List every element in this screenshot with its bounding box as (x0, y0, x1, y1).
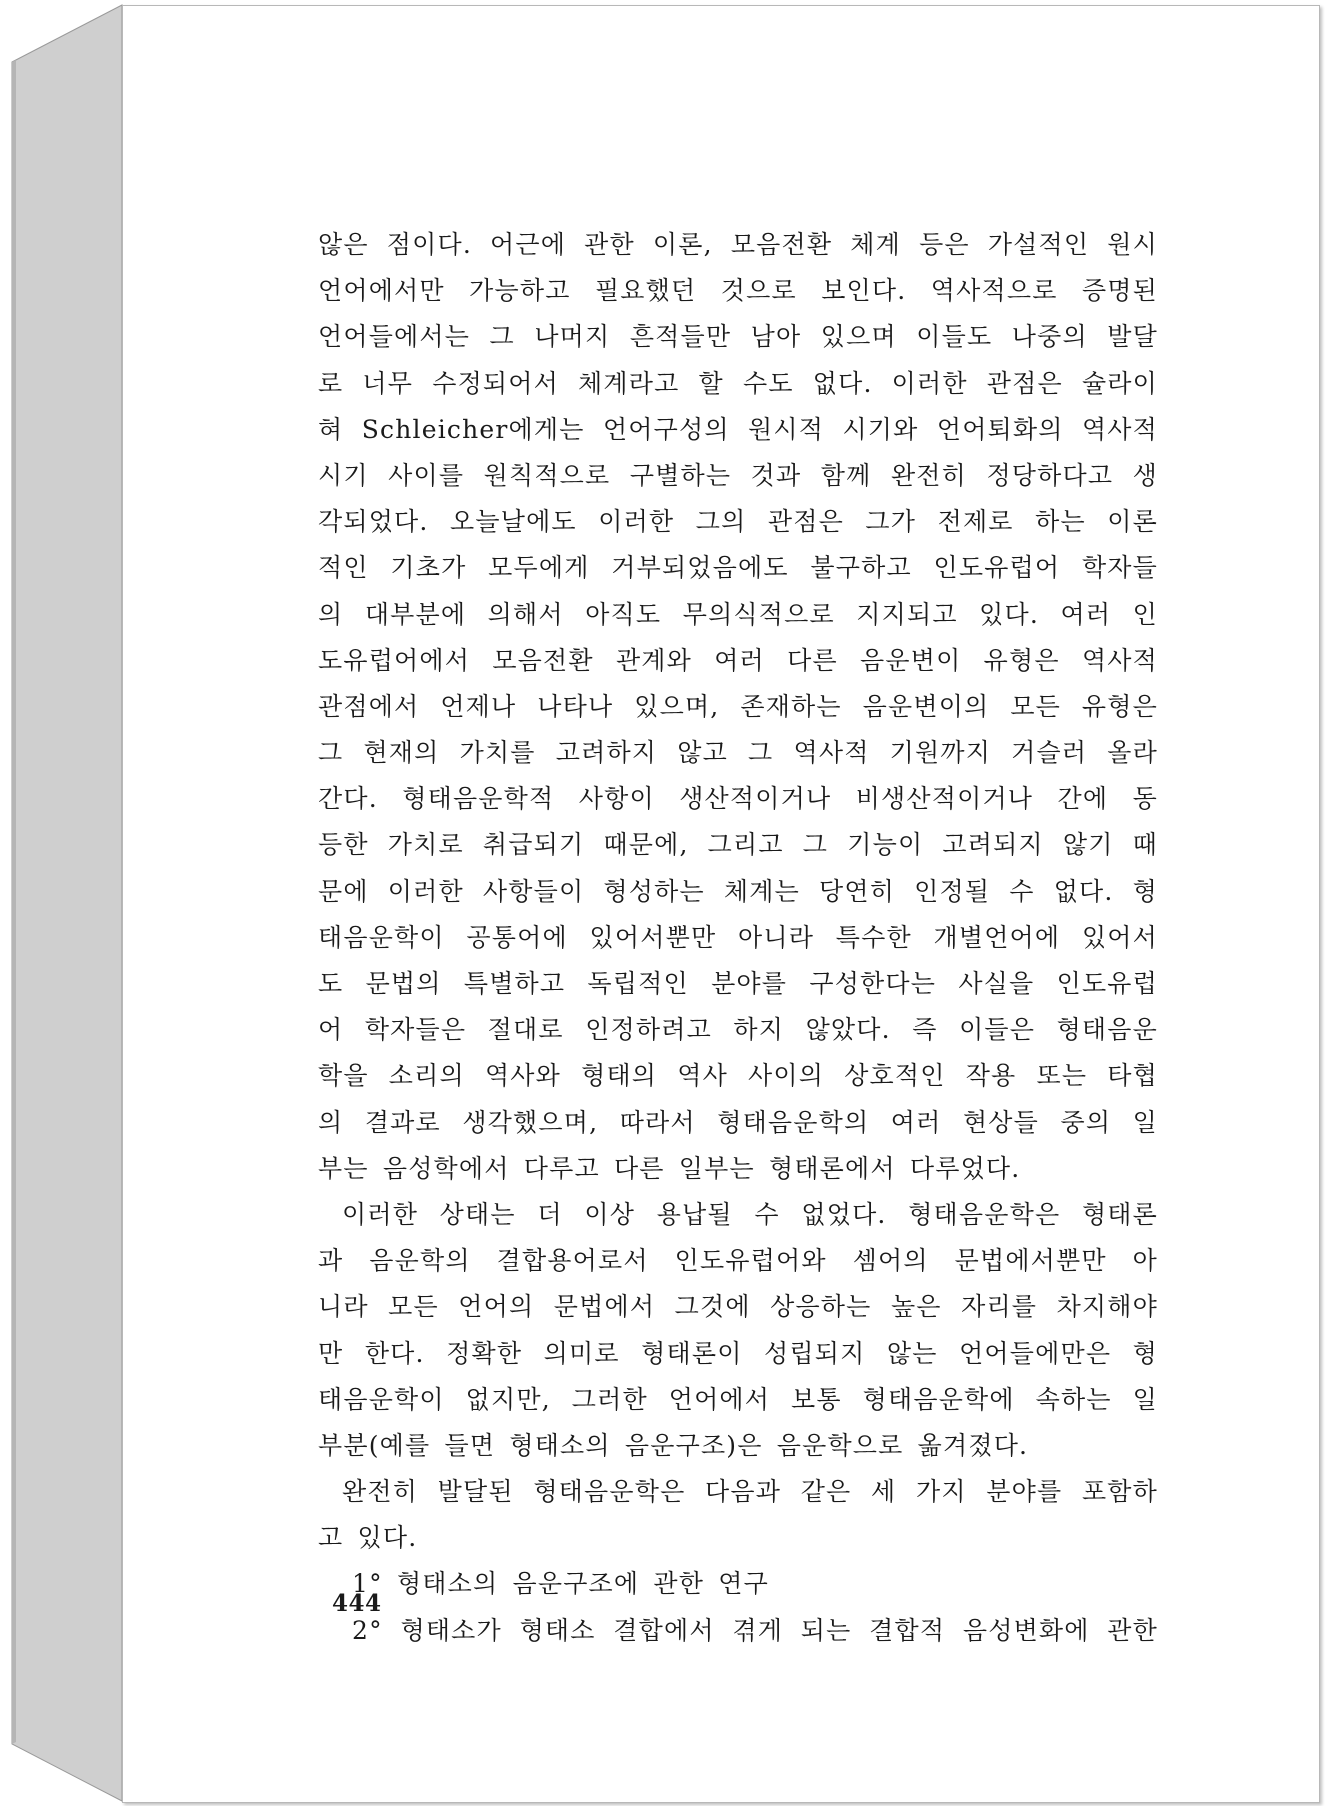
page-number: 444 (332, 1590, 382, 1617)
text-line: 언어에서만 가능하고 필요했던 것으로 보인다. 역사적으로 증명된 (318, 276, 1158, 306)
text-line: 언어들에서는 그 나머지 흔적들만 남아 있으며 이들도 나중의 발달 (318, 322, 1158, 352)
text-line: 각되었다. 오늘날에도 이러한 그의 관점은 그가 전제로 하는 이론 (318, 507, 1158, 537)
text-line: 그 현재의 가치를 고려하지 않고 그 역사적 기원까지 거슬러 올라 (318, 738, 1158, 768)
text-line: 간다. 형태음운학적 사항이 생산적이거나 비생산적이거나 간에 동 (318, 784, 1158, 814)
text-line: 부는 음성학에서 다루고 다른 일부는 형태론에서 다루었다. (318, 1153, 1021, 1183)
text-line: 도유럽어에서 모음전환 관계와 여러 다른 음운변이 유형은 역사적 (318, 645, 1158, 675)
text-line: 등한 가치로 취급되기 때문에, 그리고 그 기능이 고려되지 않기 때 (318, 830, 1158, 860)
page-body (318, 222, 1158, 1654)
text-line: 의 결과로 생각했으며, 따라서 형태음운학의 여러 현상들 중의 일 (318, 1107, 1158, 1137)
text-line: 니라 모든 언어의 문법에서 그것에 상응하는 높은 자리를 차지해야 (318, 1292, 1158, 1322)
paragraph-1 (318, 222, 1158, 1192)
numbered-list (318, 1561, 1158, 1653)
text-line: 시기 사이를 원칙적으로 구별하는 것과 함께 완전히 정당하다고 생 (318, 460, 1158, 490)
text-line: 태음운학이 공통어에 있어서뿐만 아니라 특수한 개별언어에 있어서 (318, 922, 1158, 952)
text-line: 만 한다. 정확한 의미로 형태론이 성립되지 않는 언어들에만은 형 (318, 1338, 1158, 1368)
text-line: 부분(예를 들면 형태소의 음운구조)은 음운학으로 옮겨졌다. (318, 1430, 1029, 1460)
text-line: 로 너무 수정되어서 체계라고 할 수도 없다. 이러한 관점은 슐라이 (318, 368, 1158, 398)
text-line: 완전히 발달된 형태음운학은 다음과 같은 세 가지 분야를 포함하 (342, 1477, 1158, 1507)
text-line: 적인 기초가 모두에게 거부되었음에도 불구하고 인도유럽어 학자들 (318, 553, 1158, 583)
text-line: 어 학자들은 절대로 인정하려고 하지 않았다. 즉 이들은 형태음운 (318, 1015, 1158, 1045)
text-line: 관점에서 언제나 나타나 있으며, 존재하는 음운변이의 모든 유형은 (318, 691, 1158, 721)
text-line: 의 대부분에 의해서 아직도 무의식적으로 지지되고 있다. 여러 인 (318, 599, 1158, 629)
list-item: 2° 형태소가 형태소 결합에서 겪게 되는 결합적 음성변화에 관한 (352, 1615, 1158, 1645)
text-line: 고 있다. (318, 1523, 418, 1553)
paragraph-2 (318, 1192, 1158, 1469)
text-line: 도 문법의 특별하고 독립적인 분야를 구성한다는 사실을 인도유럽 (318, 969, 1158, 998)
text-line: 과 음운학의 결합용어로서 인도유럽어와 셈어의 문법에서뿐만 아 (318, 1246, 1158, 1276)
list-item: 1° 형태소의 음운구조에 관한 연구 (352, 1569, 769, 1599)
text-line: 않은 점이다. 어근에 관한 이론, 모음전환 체계 등은 가설적인 원시 (318, 230, 1158, 259)
text-line: 이러한 상태는 더 이상 용납될 수 없었다. 형태음운학은 형태론 (342, 1199, 1158, 1229)
text-line: 혀 Schleicher에게는 언어구성의 원시적 시기와 언어퇴화의 역사적 (318, 414, 1158, 444)
text-line: 학을 소리의 역사와 형태의 역사 사이의 상호적인 작용 또는 타협 (318, 1061, 1158, 1091)
paragraph-3 (318, 1469, 1158, 1561)
text-line: 태음운학이 없지만, 그러한 언어에서 보통 형태음운학에 속하는 일 (318, 1384, 1158, 1414)
text-line: 문에 이러한 사항들이 형성하는 체계는 당연히 인정될 수 없다. 형 (318, 876, 1158, 906)
